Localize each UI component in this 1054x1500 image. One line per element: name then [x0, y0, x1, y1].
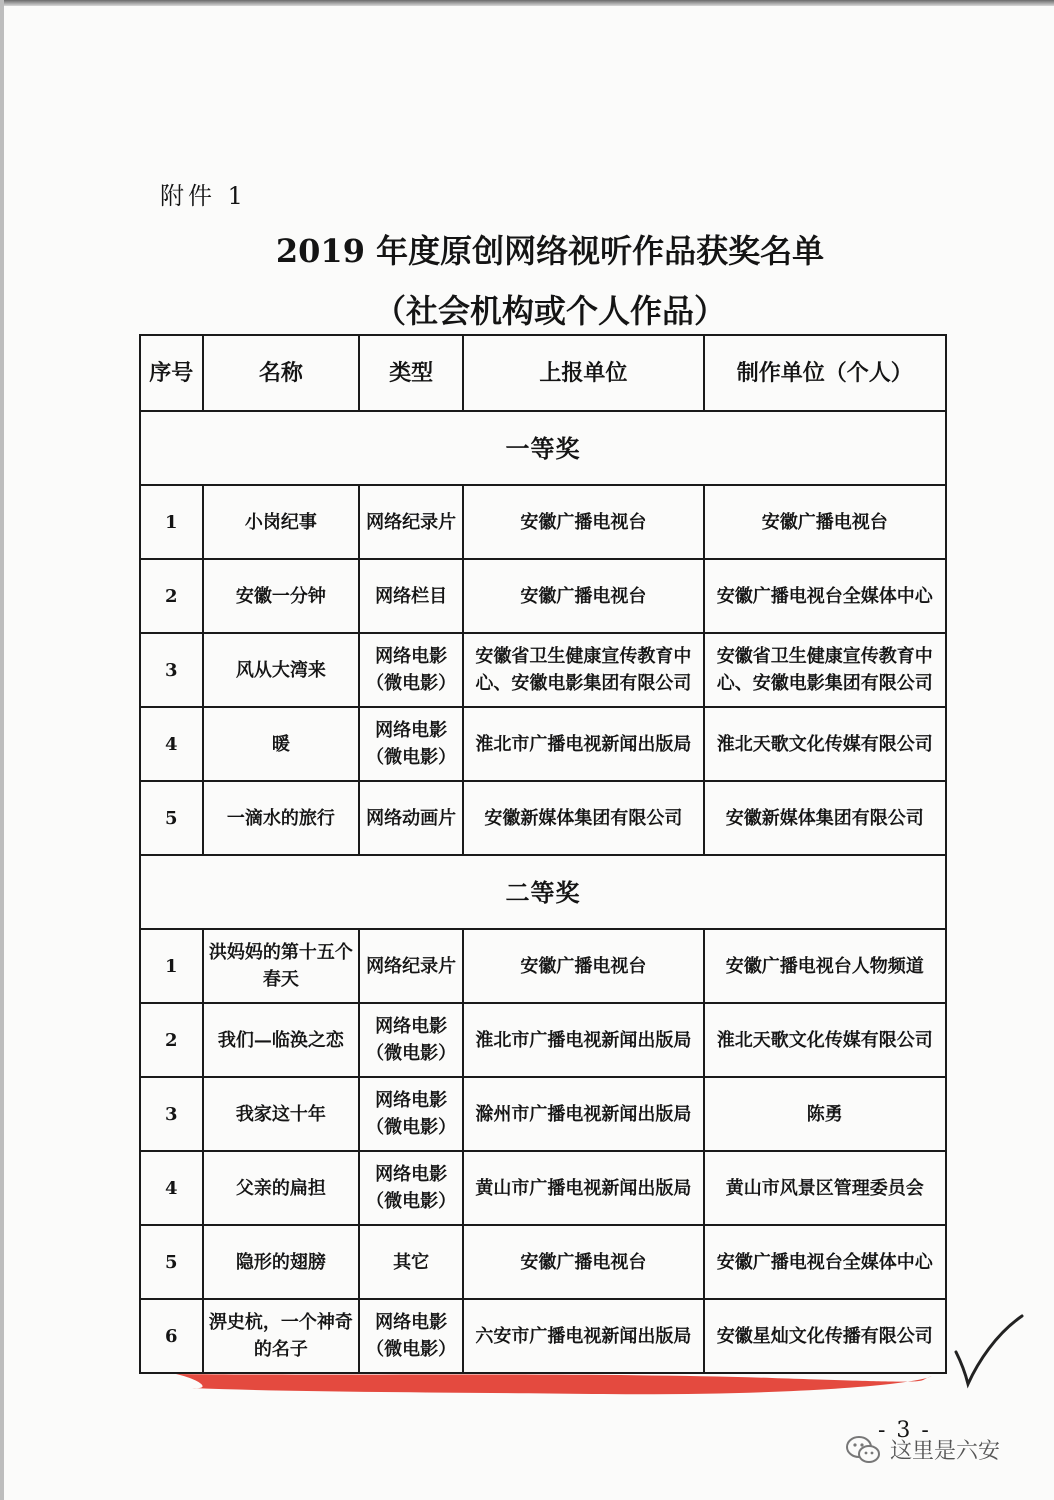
cell-number: 1	[140, 929, 203, 1003]
wechat-icon	[846, 1435, 880, 1465]
cell-producer: 陈勇	[704, 1077, 946, 1151]
cell-producer: 安徽广播电视台人物频道	[704, 929, 946, 1003]
cell-number: 1	[140, 485, 203, 559]
award-group-row	[140, 855, 946, 929]
cell-type: 网络电影（微电影）	[359, 1003, 463, 1077]
cell-reporter: 安徽广播电视台	[463, 485, 703, 559]
cell-number: 6	[140, 1299, 203, 1373]
cell-type: 网络栏目	[359, 559, 463, 633]
cell-producer: 安徽广播电视台全媒体中心	[704, 1225, 946, 1299]
cell-reporter: 安徽广播电视台	[463, 559, 703, 633]
page-number: - 3 -	[878, 1418, 931, 1443]
cell-type: 网络动画片	[359, 781, 463, 855]
cell-reporter: 淮北市广播电视新闻出版局	[463, 707, 703, 781]
cell-type: 网络电影（微电影）	[359, 1299, 463, 1373]
cell-reporter: 淮北市广播电视新闻出版局	[463, 1003, 703, 1077]
cell-producer: 安徽星灿文化传播有限公司	[704, 1299, 946, 1373]
scan-edge-left	[0, 0, 4, 1500]
cell-producer: 安徽广播电视台全媒体中心	[704, 559, 946, 633]
table-row	[140, 559, 946, 633]
document-title: 2019 年度原创网络视听作品获奖名单	[275, 232, 825, 270]
header-number: 序号	[140, 335, 203, 411]
award-group-label: 二等奖	[140, 855, 946, 929]
red-underline-mark	[172, 1366, 936, 1406]
cell-number: 4	[140, 1151, 203, 1225]
cell-number: 5	[140, 1225, 203, 1299]
table-row	[140, 1225, 946, 1299]
header-name: 名称	[203, 335, 360, 411]
header-type: 类型	[359, 335, 463, 411]
cell-type: 网络电影（微电影）	[359, 1077, 463, 1151]
cell-reporter: 安徽新媒体集团有限公司	[463, 781, 703, 855]
cell-producer: 黄山市风景区管理委员会	[704, 1151, 946, 1225]
cell-type: 网络电影（微电影）	[359, 707, 463, 781]
checkmark-icon	[948, 1312, 1028, 1392]
cell-reporter: 六安市广播电视新闻出版局	[463, 1299, 703, 1373]
cell-name: 小岗纪事	[203, 485, 360, 559]
cell-reporter: 滁州市广播电视新闻出版局	[463, 1077, 703, 1151]
cell-name: 我家这十年	[203, 1077, 360, 1151]
cell-type: 网络电影（微电影）	[359, 633, 463, 707]
watermark-text: 这里是六安	[890, 1439, 1001, 1464]
header-reporter: 上报单位	[463, 335, 703, 411]
table-row	[140, 929, 946, 1003]
awards-table	[139, 334, 947, 1374]
cell-producer: 安徽省卫生健康宣传教育中心、安徽电影集团有限公司	[704, 633, 946, 707]
cell-type: 其它	[359, 1225, 463, 1299]
cell-producer: 安徽广播电视台	[704, 485, 946, 559]
cell-name: 一滴水的旅行	[203, 781, 360, 855]
table-row	[140, 633, 946, 707]
table-row	[140, 1077, 946, 1151]
cell-name: 淠史杭，一个神奇的名子	[203, 1299, 360, 1373]
cell-number: 3	[140, 1077, 203, 1151]
cell-name: 暖	[203, 707, 360, 781]
cell-reporter: 安徽广播电视台	[463, 929, 703, 1003]
table-header-row	[140, 335, 946, 411]
table-row	[140, 781, 946, 855]
cell-reporter: 黄山市广播电视新闻出版局	[463, 1151, 703, 1225]
cell-name: 我们—临涣之恋	[203, 1003, 360, 1077]
cell-producer: 淮北天歌文化传媒有限公司	[704, 707, 946, 781]
watermark	[846, 1434, 1000, 1465]
cell-name: 安徽一分钟	[203, 559, 360, 633]
table-row	[140, 1299, 946, 1373]
cell-number: 4	[140, 707, 203, 781]
table-row	[140, 707, 946, 781]
cell-number: 5	[140, 781, 203, 855]
cell-number: 3	[140, 633, 203, 707]
cell-producer: 淮北天歌文化传媒有限公司	[704, 1003, 946, 1077]
cell-reporter: 安徽省卫生健康宣传教育中心、安徽电影集团有限公司	[463, 633, 703, 707]
attachment-label: 附件 1	[160, 182, 247, 210]
cell-type: 网络电影（微电影）	[359, 1151, 463, 1225]
cell-reporter: 安徽广播电视台	[463, 1225, 703, 1299]
cell-type: 网络纪录片	[359, 485, 463, 559]
cell-name: 隐形的翅膀	[203, 1225, 360, 1299]
scan-edge-top	[0, 0, 1054, 6]
award-group-row	[140, 411, 946, 485]
cell-name: 父亲的扁担	[203, 1151, 360, 1225]
award-group-label: 一等奖	[140, 411, 946, 485]
table-row	[140, 1151, 946, 1225]
table-row	[140, 485, 946, 559]
cell-number: 2	[140, 559, 203, 633]
header-producer: 制作单位（个人）	[704, 335, 946, 411]
cell-number: 2	[140, 1003, 203, 1077]
table-row	[140, 1003, 946, 1077]
document-subtitle: （社会机构或个人作品）	[373, 292, 726, 330]
cell-producer: 安徽新媒体集团有限公司	[704, 781, 946, 855]
cell-name: 风从大湾来	[203, 633, 360, 707]
cell-name: 洪妈妈的第十五个春天	[203, 929, 360, 1003]
cell-type: 网络纪录片	[359, 929, 463, 1003]
